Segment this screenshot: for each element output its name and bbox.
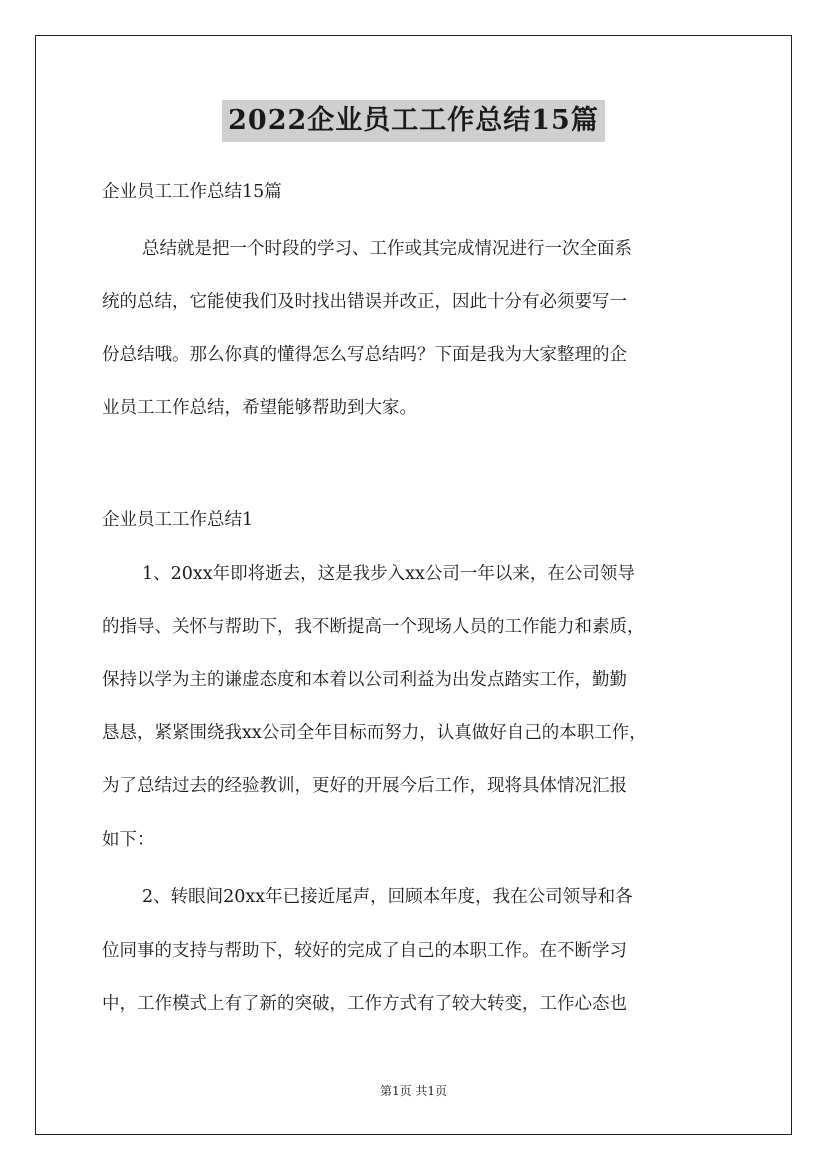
paragraph-line: 位同事的支持与帮助下，较好的完成了自己的本职工作。在不断学习 bbox=[102, 941, 627, 961]
paragraph-line: 保持以学为主的谦虚态度和本着以公司利益为出发点踏实工作，勤勤 bbox=[102, 670, 627, 690]
paragraph-line: 1、20xx年即将逝去，这是我步入xx公司一年以来，在公司领导 bbox=[142, 564, 635, 584]
paragraph-line: 为了总结过去的经验教训，更好的开展今后工作，现将具体情况汇报 bbox=[102, 776, 627, 796]
section-heading: 企业员工工作总结1 bbox=[102, 510, 254, 530]
paragraph-line: 统的总结，它能使我们及时找出错误并改正，因此十分有必须要写一 bbox=[102, 292, 627, 312]
paragraph-line: 份总结哦。那么你真的懂得怎么写总结吗？下面是我为大家整理的企 bbox=[102, 345, 627, 365]
paragraph-line: 中，工作模式上有了新的突破，工作方式有了较大转变，工作心态也 bbox=[102, 994, 627, 1014]
section-heading: 企业员工工作总结15篇 bbox=[102, 182, 282, 202]
page-footer: 第1页 共1页 bbox=[379, 1084, 448, 1098]
title-container bbox=[0, 100, 827, 142]
paragraph-line: 恳恳，紧紧围绕我xx公司全年目标而努力，认真做好自己的本职工作， bbox=[102, 723, 647, 743]
paragraph-line: 2、转眼间20xx年已接近尾声，回顾本年度，我在公司领导和各 bbox=[142, 887, 633, 907]
document-title: 2022企业员工工作总结15篇 bbox=[222, 100, 605, 142]
paragraph-line: 业员工工作总结，希望能够帮助到大家。 bbox=[102, 398, 417, 418]
paragraph-line: 如下： bbox=[102, 830, 155, 850]
paragraph-line: 总结就是把一个时段的学习、工作或其完成情况进行一次全面系 bbox=[142, 239, 632, 259]
paragraph-line: 的指导、关怀与帮助下，我不断提高一个现场人员的工作能力和素质， bbox=[102, 617, 645, 637]
